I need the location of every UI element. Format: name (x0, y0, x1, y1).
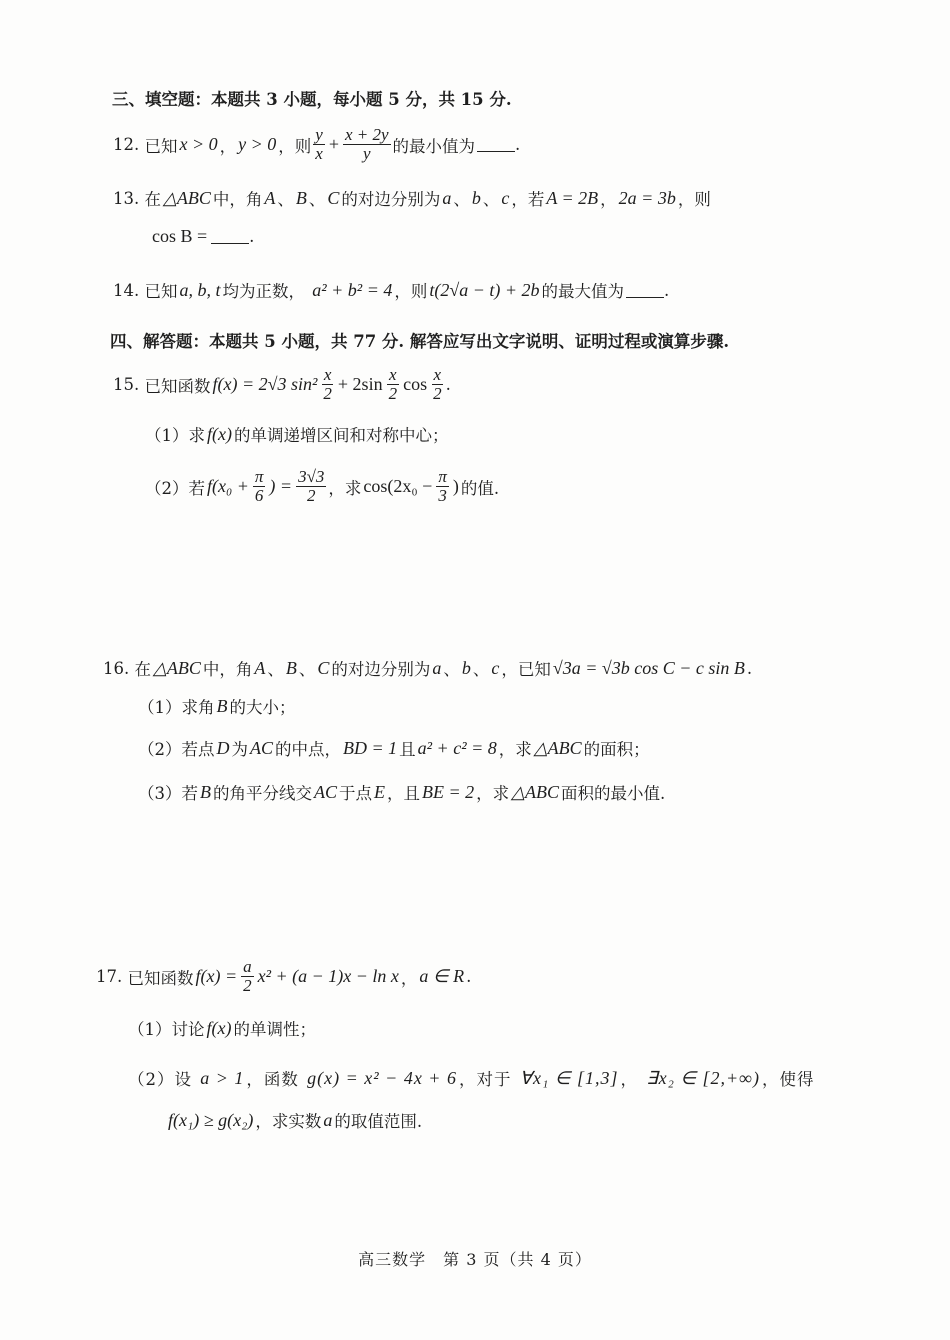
math: C (317, 657, 330, 678)
math: 2a = 3b (618, 187, 676, 208)
math: △ABC (533, 737, 582, 758)
denominator: y (362, 144, 371, 163)
text: 的面积； (583, 740, 650, 759)
math: f(x₁) ≥ g(x₂) (168, 1109, 254, 1130)
text: ，求 (476, 784, 510, 803)
text: ，则 (677, 190, 711, 209)
math: △ABC (511, 781, 559, 802)
text: 已知函数 (144, 376, 211, 396)
page-footer: 高三数学 第 3 页（共 4 页） (358, 1250, 592, 1269)
math: B (285, 657, 297, 678)
math: D (216, 737, 230, 758)
text: 在 (144, 190, 161, 209)
text: . (445, 375, 451, 394)
math: a (432, 657, 442, 678)
denominator: 2 (323, 384, 332, 403)
text: 的取值范围. (334, 1112, 423, 1131)
question-16-part2 (138, 736, 650, 760)
answer-blank (477, 137, 515, 152)
answer-blank (626, 283, 664, 298)
denominator: 2 (306, 486, 316, 505)
text: （1）求 (145, 426, 205, 445)
math: AC (314, 781, 338, 802)
text: ， (620, 1070, 638, 1089)
text: （2）设 (128, 1070, 192, 1089)
text: . (466, 967, 472, 986)
text: 在 (134, 660, 151, 679)
q12-number: 12. (113, 135, 140, 154)
denominator: 2 (433, 384, 442, 403)
section4-heading (110, 328, 729, 352)
math: a > 1 (200, 1067, 245, 1088)
text: ， (219, 136, 237, 156)
math: + (328, 134, 339, 154)
math: ∃x₂ ∈ [2,+∞) (646, 1067, 760, 1088)
math: B (295, 187, 307, 208)
question-16-part1 (138, 694, 296, 718)
question-15 (113, 366, 451, 403)
math: a (442, 187, 452, 208)
denominator: 2 (243, 976, 252, 995)
text: ，求 (498, 740, 532, 759)
math: f(x) = (195, 966, 238, 986)
text: 、 (277, 190, 294, 209)
denominator: 3 (438, 486, 447, 505)
numerator: a (243, 957, 252, 976)
text: （2）若 (145, 478, 205, 498)
math: x > 0 (179, 134, 218, 154)
math: a ∈ R (419, 966, 465, 986)
math: C (327, 187, 340, 208)
math: B (216, 695, 228, 716)
question-13-line2 (150, 226, 254, 247)
numerator: π (254, 467, 264, 486)
text: 的值. (460, 478, 500, 498)
math: c (501, 187, 510, 208)
question-12 (113, 126, 520, 163)
text: 的单调性； (233, 1020, 316, 1039)
math: cos B = (152, 226, 208, 246)
text: 的最大值为 (541, 282, 625, 301)
math: b (461, 657, 471, 678)
numerator: x (323, 365, 332, 384)
fraction (253, 468, 266, 505)
fraction (387, 366, 400, 403)
math: cos(2x₀ − (363, 476, 433, 496)
text: 的最小值为 (392, 136, 476, 156)
text: 、 (453, 190, 470, 209)
math: b (471, 187, 481, 208)
text: . (515, 135, 521, 154)
math: cos (403, 374, 428, 394)
text: . (664, 280, 670, 300)
math: △ABC (153, 657, 201, 678)
text: ，使得 (761, 1070, 815, 1089)
math: ∀x₁ ∈ [1,3] (519, 1067, 619, 1088)
text: 、 (267, 660, 284, 679)
math: t(2√a − t) + 2b (429, 279, 540, 300)
text: 为 (231, 740, 248, 759)
text: ，求实数 (255, 1112, 322, 1131)
text: 的中点， (275, 740, 342, 759)
fraction (321, 366, 334, 403)
math: g(x) = x² − 4x + 6 (307, 1067, 457, 1088)
numerator: x + 2y (344, 125, 389, 144)
text: （3）若 (138, 784, 198, 803)
text: . (249, 227, 255, 246)
text: 且 (399, 740, 416, 759)
question-17-part2-cont (166, 1108, 422, 1132)
math: y > 0 (238, 134, 277, 154)
text: （1）求角 (138, 698, 215, 717)
fraction (241, 958, 254, 995)
text: 于点 (339, 784, 373, 803)
math: ) = (269, 476, 293, 496)
text: 中，角 (202, 660, 253, 679)
math: BD = 1 (343, 737, 398, 758)
fraction (296, 468, 326, 505)
q16-number: 16. (103, 658, 130, 678)
text: 中，角 (212, 190, 263, 209)
math: B (200, 781, 211, 802)
text: 的对边分别为 (341, 190, 441, 209)
math: A (254, 657, 266, 678)
fraction (431, 366, 444, 403)
text: 、 (298, 660, 316, 679)
question-17-part1 (128, 1016, 316, 1040)
text: 、 (472, 660, 490, 679)
text: 已知函数 (127, 968, 194, 988)
section3-title: 三、填空题：本题共 3 小题，每小题 5 分，共 15 分. (112, 90, 512, 109)
answer-blank (211, 229, 249, 244)
text: ， (400, 968, 418, 988)
text: ，已知 (501, 660, 551, 679)
text: ，则 (394, 282, 428, 301)
math: ) (452, 476, 459, 496)
fraction (313, 126, 325, 163)
denominator: 2 (388, 384, 398, 403)
q13-number: 13. (113, 188, 140, 208)
section3-heading (112, 86, 512, 110)
section4-title: 四、解答题：本题共 5 小题，共 77 分. 解答应写出文字说明、证明过程或演算步骤. (110, 332, 730, 351)
text: 面积的最小值. (561, 784, 666, 803)
text: ，函数 (246, 1070, 299, 1089)
math: A (264, 187, 276, 208)
math: f(x₀ + (207, 476, 249, 496)
numerator: 3√3 (298, 467, 325, 486)
numerator: x (433, 365, 442, 384)
math: a, b, t (179, 279, 221, 300)
math: a² + b² = 4 (312, 279, 393, 300)
text: ，则 (278, 136, 312, 156)
math: f(x) = 2√3 sin² (212, 374, 318, 394)
math: E (374, 781, 386, 802)
math: A = 2B (546, 187, 599, 208)
text: 的角平分线交 (213, 784, 312, 803)
numerator: π (438, 467, 447, 486)
text: 、 (308, 190, 326, 209)
math: + 2sin (337, 374, 383, 394)
text: . (746, 658, 753, 678)
q15-number: 15. (113, 375, 140, 394)
math: a² + c² = 8 (417, 737, 497, 758)
math: a (323, 1109, 333, 1130)
q17-number: 17. (96, 967, 123, 986)
text: 已知 (144, 136, 178, 156)
text: 的对边分别为 (331, 660, 431, 679)
text: 的大小； (229, 698, 296, 717)
text: 、 (443, 660, 460, 679)
math: △ABC (163, 187, 211, 208)
question-15-part2 (145, 468, 499, 505)
question-17 (96, 958, 471, 995)
text: ，若 (511, 190, 545, 209)
numerator: x (389, 365, 397, 384)
text: ，对于 (458, 1070, 512, 1089)
fraction (343, 126, 391, 163)
question-17-part2 (128, 1066, 814, 1090)
math: BE = 2 (422, 781, 475, 802)
question-16 (103, 656, 752, 680)
text: （1）讨论 (128, 1020, 205, 1039)
question-14 (113, 278, 669, 302)
math: x² + (a − 1)x − ln x (257, 966, 399, 986)
q14-number: 14. (113, 280, 140, 300)
math: √3a = √3b cos C − c sin B (552, 657, 745, 678)
text: 、 (482, 190, 500, 209)
denominator: 6 (254, 486, 264, 505)
math: AC (250, 737, 274, 758)
text: ， (600, 190, 617, 209)
math: f(x) (207, 423, 232, 444)
question-15-part1 (145, 422, 448, 446)
text: （2）若点 (138, 740, 215, 759)
fraction (436, 468, 449, 505)
question-16-part3 (138, 780, 665, 804)
text: ，求 (328, 478, 362, 498)
math: c (491, 657, 500, 678)
question-13 (113, 186, 711, 210)
math: f(x) (206, 1017, 232, 1038)
text: ，且 (387, 784, 421, 803)
text: 的单调递增区间和对称中心； (233, 426, 449, 445)
denominator: x (315, 144, 323, 163)
text: 已知 (144, 282, 178, 301)
text: 均为正数， (222, 282, 306, 301)
numerator: y (315, 125, 323, 144)
